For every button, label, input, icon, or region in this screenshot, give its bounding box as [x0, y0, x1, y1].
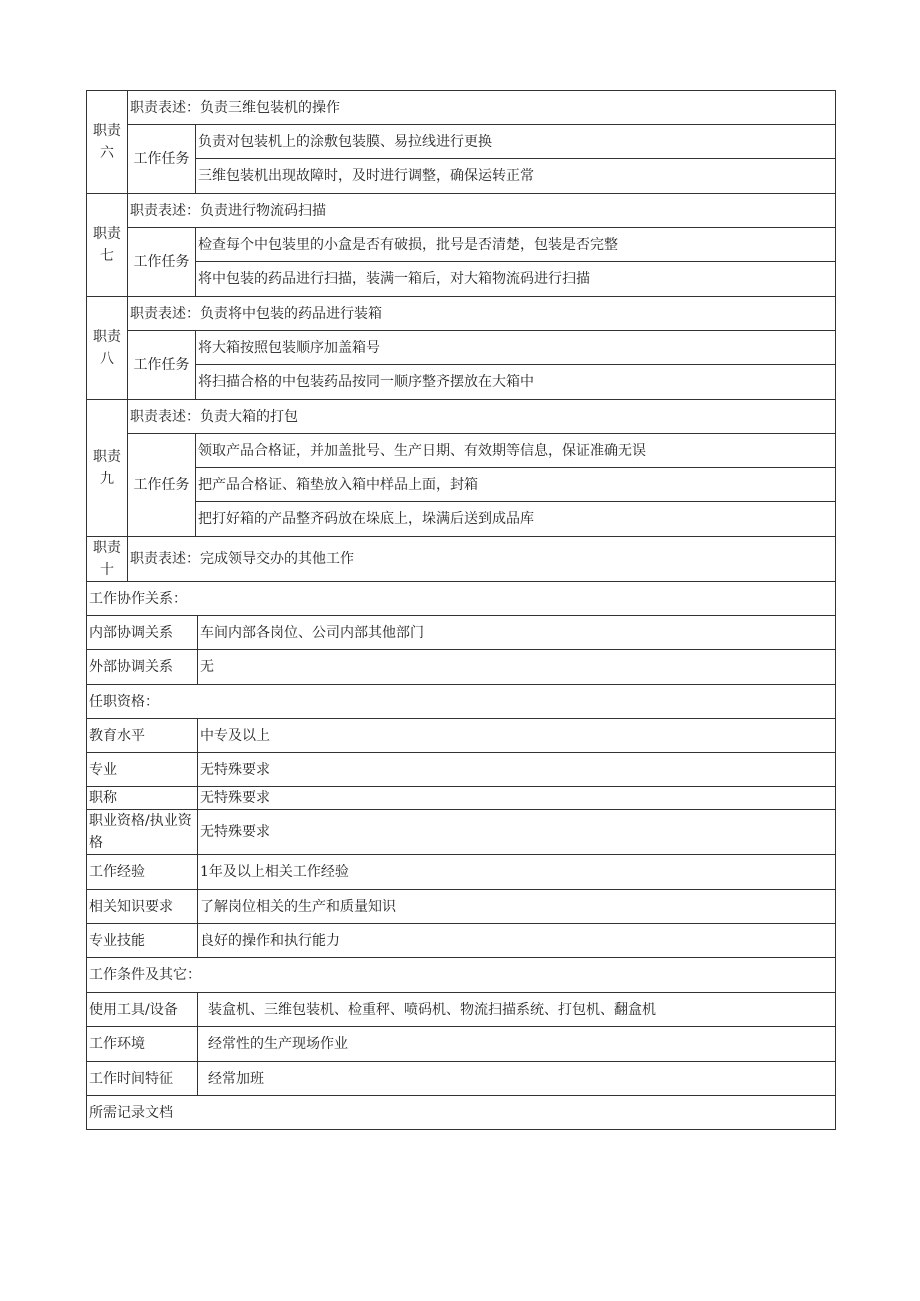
task-item: 检查每个中包装里的小盒是否有破损，批号是否清楚，包装是否完整 [196, 228, 836, 262]
duty-description: 职责表述：负责大箱的打包 [128, 400, 836, 434]
task-label: 工作任务 [128, 331, 196, 400]
task-item: 把打好箱的产品整齐码放在垛底上，垛满后送到成品库 [196, 502, 836, 537]
row-value: 车间内部各岗位、公司内部其他部门 [198, 616, 836, 650]
row-label: 相关知识要求 [87, 890, 198, 924]
section-title-qualifications: 任职资格： [87, 685, 836, 719]
row-label: 专业技能 [87, 924, 198, 958]
task-item: 把产品合格证、箱垫放入箱中样品上面，封箱 [196, 468, 836, 502]
row-value: 良好的操作和执行能力 [198, 924, 836, 958]
job-description-table [86, 90, 836, 1130]
row-value: 了解岗位相关的生产和质量知识 [198, 890, 836, 924]
row-value: 1年及以上相关工作经验 [198, 855, 836, 890]
row-value: 无特殊要求 [198, 787, 836, 810]
task-label: 工作任务 [128, 228, 196, 297]
row-label: 专业 [87, 753, 198, 787]
row-value: 经常性的生产现场作业 [198, 1027, 836, 1062]
task-item: 将大箱按照包装顺序加盖箱号 [196, 331, 836, 365]
task-label: 工作任务 [128, 125, 196, 194]
duty-description: 职责表述：负责将中包装的药品进行装箱 [128, 297, 836, 331]
duty-label: 职责八 [87, 297, 128, 400]
row-label: 教育水平 [87, 719, 198, 753]
task-item: 三维包装机出现故障时，及时进行调整，确保运转正常 [196, 159, 836, 194]
row-label: 职称 [87, 787, 198, 810]
duty-description: 职责表述：负责三维包装机的操作 [128, 91, 836, 125]
task-label: 工作任务 [128, 434, 196, 537]
row-value: 无特殊要求 [198, 753, 836, 787]
row-value: 无特殊要求 [198, 810, 836, 855]
job-description-page [86, 90, 835, 1130]
duty-label: 职责七 [87, 194, 128, 297]
row-value: 装盒机、三维包装机、检重秤、喷码机、物流扫描系统、打包机、翻盒机 [198, 993, 836, 1027]
row-label: 职业资格/执业资格 [87, 810, 198, 855]
row-label: 内部协调关系 [87, 616, 198, 650]
duty-label: 职责十 [87, 537, 128, 582]
row-value: 中专及以上 [198, 719, 836, 753]
task-item: 负责对包装机上的涂敷包装膜、易拉线进行更换 [196, 125, 836, 159]
duty-description: 职责表述：负责进行物流码扫描 [128, 194, 836, 228]
duty-label: 职责九 [87, 400, 128, 537]
row-label: 工作时间特征 [87, 1062, 198, 1096]
task-item: 将中包装的药品进行扫描，装满一箱后，对大箱物流码进行扫描 [196, 262, 836, 297]
section-title-conditions: 工作条件及其它： [87, 958, 836, 993]
row-label: 工作环境 [87, 1027, 198, 1062]
row-value: 无 [198, 650, 836, 685]
row-label: 工作经验 [87, 855, 198, 890]
duty-description: 职责表述：完成领导交办的其他工作 [128, 537, 836, 582]
duty-label: 职责六 [87, 91, 128, 194]
row-value: 经常加班 [198, 1062, 836, 1096]
row-label: 使用工具/设备 [87, 993, 198, 1027]
task-item: 领取产品合格证，并加盖批号、生产日期、有效期等信息，保证准确无误 [196, 434, 836, 468]
task-item: 将扫描合格的中包装药品按同一顺序整齐摆放在大箱中 [196, 365, 836, 400]
section-title-cooperation: 工作协作关系： [87, 582, 836, 616]
records-label: 所需记录文档 [87, 1096, 836, 1130]
row-label: 外部协调关系 [87, 650, 198, 685]
